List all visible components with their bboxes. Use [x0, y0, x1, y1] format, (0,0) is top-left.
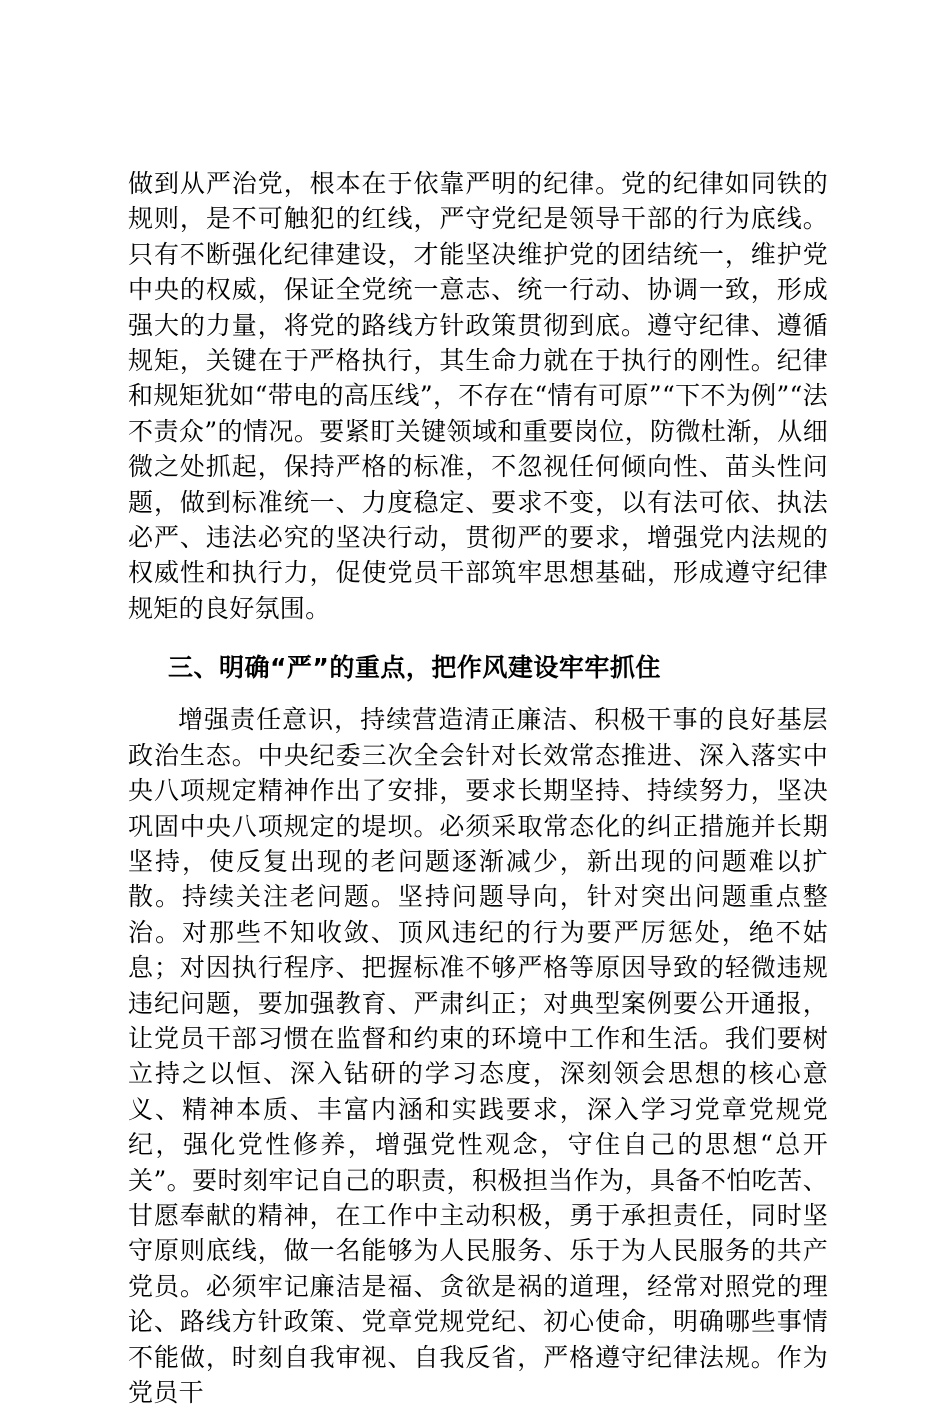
document-body [128, 166, 828, 1410]
body-paragraph-2: 增强责任意识，持续营造清正廉洁、积极干事的良好基层政治生态。中央纪委三次全会针对长效常态推进、深入落实中央八项规定精神作出了安排，要求长期坚持、持续努力，坚决巩固中央八项规定的堤坝。必须采取常态化的纠正措施并长期坚持，使反复出现的老问题逐渐减少，新出现的问题难以扩散。持续关注老问题。坚持问题导向，针对突出问题重点整治。对那些不知收敛、顶风违纪的行为要严厉惩处，绝不姑息；对因执行程序、把握标准不够严格等原因导致的轻微违规违纪问题，要加强教育、严肃纠正；对典型案例要公开通报，让党员干部习惯在监督和约束的环境中工作和生活。我们要树立持之以恒、深入钻研的学习态度，深刻领会思想的核心意义、精神本质、丰富内涵和实践要求，深入学习党章党规党纪，强化党性修养，增强党性观念，守住自己的思想“总开关”。要时刻牢记自己的职责，积极担当作为，具备不怕吃苦、甘愿奉献的精神，在工作中主动积极，勇于承担责任，同时坚守原则底线，做一名能够为人民服务、乐于为人民服务的共产党员。必须牢记廉洁是福、贪欲是祸的道理，经常对照党的理论、路线方针政策、党章党规党纪、初心使命，明确哪些事情不能做，时刻自我审视、自我反省，严格遵守纪律法规。作为党员干 [128, 705, 828, 1407]
section-heading-3: 三、明确“严”的重点，把作风建设牢牢抓住 [168, 653, 661, 683]
body-paragraph-1: 做到从严治党，根本在于依靠严明的纪律。党的纪律如同铁的规则，是不可触犯的红线，严守党纪是领导干部的行为底线。只有不断强化纪律建设，才能坚决维护党的团结统一，维护党中央的权威，保证全党统一意志、统一行动、协调一致，形成强大的力量，将党的路线方针政策贯彻到底。遵守纪律、遵循规矩，关键在于严格执行，其生命力就在于执行的刚性。纪律和规矩犹如“带电的高压线”，不存在“情有可原”“下不为例”“法不责众”的情况。要紧盯关键领域和重要岗位，防微杜渐，从细微之处抓起，保持严格的标准，不忽视任何倾向性、苗头性问题，做到标准统一、力度稳定、要求不变，以有法可依、执法必严、违法必究的坚决行动，贯彻严的要求，增强党内法规的权威性和执行力，促使党员干部筑牢思想基础，形成遵守纪律规矩的良好氛围。 [128, 169, 828, 623]
